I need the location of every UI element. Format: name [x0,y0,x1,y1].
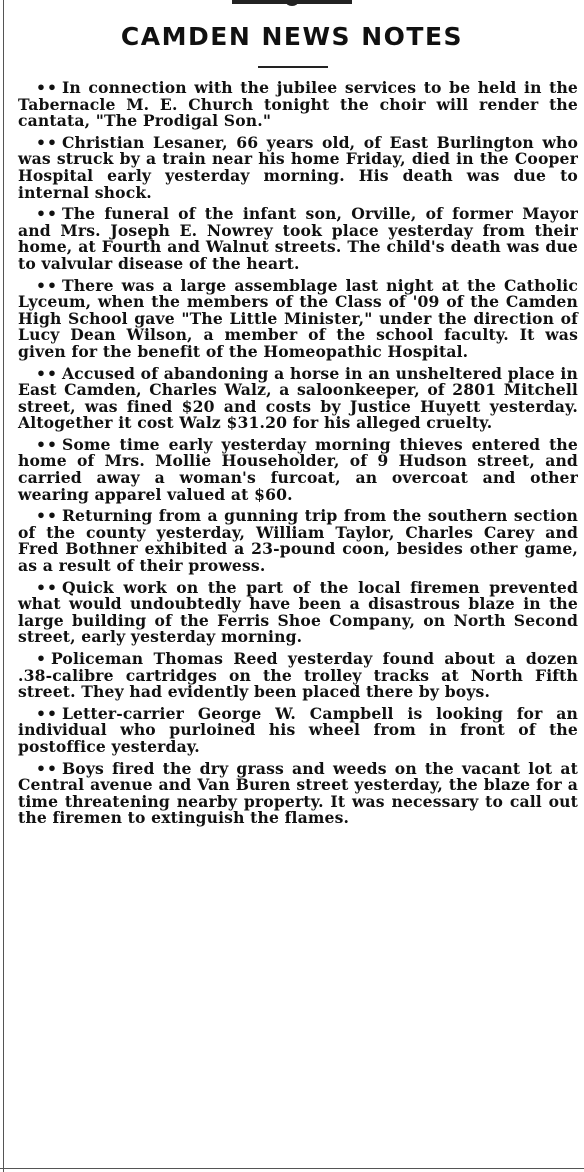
news-item [18,80,578,130]
news-item [18,508,578,574]
news-item [18,703,578,756]
news-item [18,434,578,504]
news-item [18,651,578,701]
item-text: Letter-carrier George W. Campbell is looking for an individual who purloined his wheel from in front of the postoffice yesterday. [18,703,578,756]
news-item [18,206,578,272]
item-text: Returning from a gunning trip from the southern section of the county yesterday, William Taylor, Charles Carey and Fred Bothner exhibited a 23-pound coon, besides other game, as a result of their prowess. [18,506,578,576]
item-bullet: •• [36,204,58,224]
top-ornament [232,0,352,4]
item-text: Christian Lesaner, 66 years old, of East Burlington who was struck by a train near his home Friday, died in the Cooper Hospital early yesterday morning. His death was due to internal shock. [18,132,578,202]
item-text: In connection with the jubilee services to be held in the Tabernacle M. E. Church tonight the choir will render the cantata, "The Prodigal Son." [18,78,578,131]
item-bullet: •• [36,363,58,383]
item-text: Quick work on the part of the local firemen prevented what would undoubtedly have been a disastrous blaze in the large building of the Ferris Shoe Company, on North Second street, early yesterday morning. [18,577,578,647]
item-bullet: •• [36,275,58,295]
headline-rule [258,66,328,68]
item-bullet: •• [36,703,58,723]
news-item [18,577,578,647]
news-item [18,132,578,202]
item-bullet: •• [36,78,58,97]
bottom-rule [0,1168,584,1169]
item-bullet: •• [36,758,58,778]
item-text: Policeman Thomas Reed yesterday found about a dozen .38-calibre cartridges on the trolley tracks at North Fifth street. They had evidently been placed there by boys. [18,649,578,702]
item-bullet: •• [36,577,58,597]
item-text: Some time early yesterday morning thieves entered the home of Mrs. Mollie Householder, of 9 Hudson street, and carried away a woman's furcoat, an overcoat and other wearing apparel valued at $60. [18,434,578,504]
item-text: The funeral of the infant son, Orville, of former Mayor and Mrs. Joseph E. Nowrey took place yesterday from their home, at Fourth and Walnut streets. The child's death was due to valvular disease of the heart. [18,204,578,273]
item-text: Boys fired the dry grass and weeds on the vacant lot at Central avenue and Van Buren street yesterday, the blaze for a time threatening nearby property. It was necessary to call out the firemen to extinguish the flames. [18,758,578,828]
item-bullet: • [36,649,47,668]
item-text: Accused of abandoning a horse in an unsheltered place in East Camden, Charles Walz, a saloonkeeper, of 2801 Mitchell street, was fined $20 and costs by Justice Huyett yesterday. Altogether it cost Walz $31.20 for his alleged cruelty. [18,363,578,433]
column-rule [3,0,4,1172]
news-item [18,758,578,828]
item-bullet: •• [36,506,58,526]
news-item [18,275,578,361]
article-list [18,80,578,832]
item-bullet: •• [36,434,58,454]
news-item [18,363,578,433]
item-text: There was a large assemblage last night at the Catholic Lyceum, when the members of the Class of '09 of the Camden High School gave "The Little Minister," under the direction of Lucy Dean Wilson, a member of the school faculty. It was given for the benefit of the Homeopathic Hospital. [18,275,578,361]
item-bullet: •• [36,132,58,152]
headline: CAMDEN NEWS NOTES [120,22,464,51]
